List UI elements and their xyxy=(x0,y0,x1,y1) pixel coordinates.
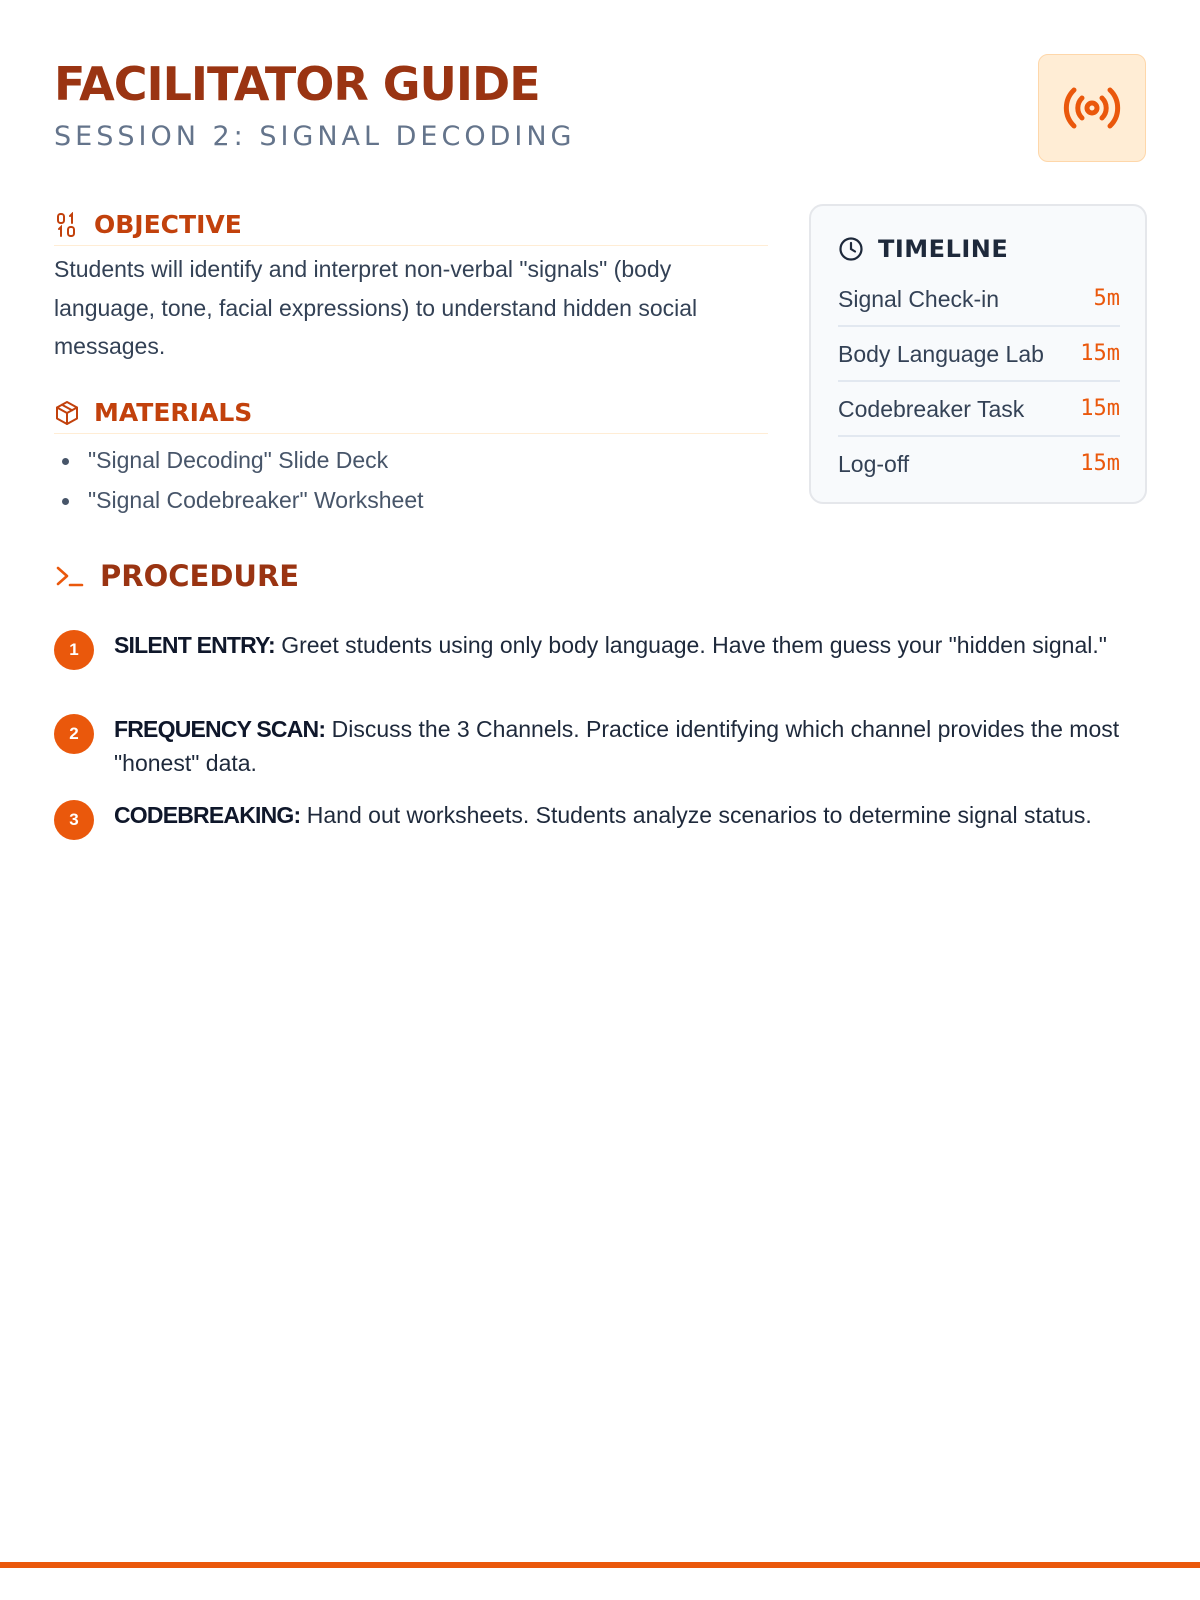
timeline-row-duration: 15m xyxy=(1080,341,1120,366)
list-item: "Signal Decoding" Slide Deck xyxy=(54,440,424,480)
step-lead: FREQUENCY SCAN: xyxy=(114,716,326,742)
step-body xyxy=(114,712,1154,780)
timeline-row-duration: 5m xyxy=(1093,286,1120,311)
timeline-row-label: Body Language Lab xyxy=(838,341,1044,367)
page-subtitle: SESSION 2: SIGNAL DECODING xyxy=(54,121,576,152)
footer-accent-bar xyxy=(0,1562,1200,1568)
timeline-row xyxy=(838,437,1120,492)
timeline-row-duration: 15m xyxy=(1080,451,1120,476)
step-lead: SILENT ENTRY: xyxy=(114,632,275,658)
package-icon xyxy=(54,400,80,426)
materials-heading: MATERIALS xyxy=(94,398,253,427)
timeline-row xyxy=(838,272,1120,327)
timeline-row-label: Codebreaker Task xyxy=(838,396,1025,422)
broadcast-signal-icon xyxy=(1060,84,1124,132)
step-body xyxy=(114,628,1154,662)
timeline-heading: TIMELINE xyxy=(878,235,1009,263)
clock-icon xyxy=(838,236,864,262)
procedure-heading: PROCEDURE xyxy=(100,559,300,593)
binary-icon xyxy=(54,212,80,238)
objective-header xyxy=(54,206,768,246)
step-body xyxy=(114,798,1154,832)
page-title: FACILITATOR GUIDE xyxy=(54,57,540,111)
timeline-row-duration: 15m xyxy=(1080,396,1120,421)
step-number-badge: 1 xyxy=(54,630,94,670)
terminal-icon xyxy=(54,562,84,590)
timeline-row xyxy=(838,327,1120,382)
timeline-row xyxy=(838,382,1120,437)
procedure-step xyxy=(54,798,1154,864)
step-number-badge: 2 xyxy=(54,714,94,754)
step-text: Greet students using only body language. Have them guess your "hidden signal." xyxy=(281,632,1107,658)
procedure-steps xyxy=(54,628,1154,882)
step-lead: CODEBREAKING: xyxy=(114,802,301,828)
logo-badge xyxy=(1038,54,1146,162)
timeline-row-label: Signal Check-in xyxy=(838,286,1000,312)
procedure-step xyxy=(54,712,1154,780)
materials-header xyxy=(54,394,768,434)
step-text: Discuss the 3 Channels. Practice identifying which channel provides the most "honest" data. xyxy=(114,716,1120,776)
objective-text: Students will identify and interpret non-verbal "signals" (body language, tone, facial expressions) to understand hidden social messages. xyxy=(54,256,698,359)
step-text: Hand out worksheets. Students analyze scenarios to determine signal status. xyxy=(306,802,1092,828)
timeline-row-label: Log-off xyxy=(838,451,910,477)
timeline-card xyxy=(809,204,1147,504)
materials-list xyxy=(54,440,424,520)
timeline-rows xyxy=(838,272,1120,492)
list-item: "Signal Codebreaker" Worksheet xyxy=(54,480,424,520)
procedure-step xyxy=(54,628,1154,694)
objective-heading: OBJECTIVE xyxy=(94,210,242,239)
step-number-badge: 3 xyxy=(54,800,94,840)
